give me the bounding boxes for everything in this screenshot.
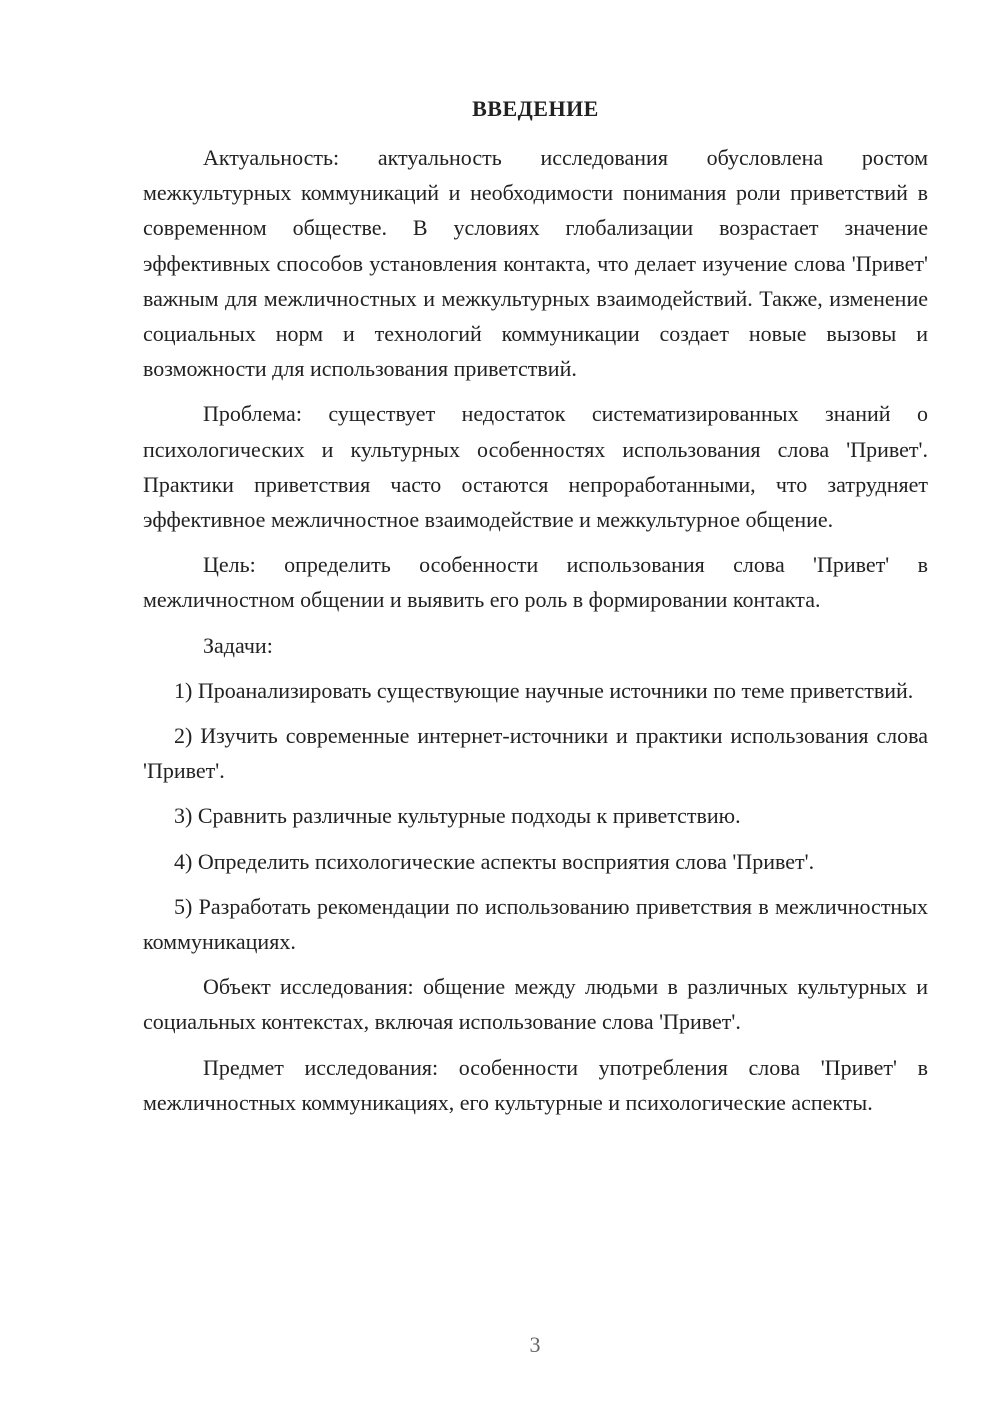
list-item: 1) Проанализировать существующие научные источники по теме приветствий. [174,677,914,703]
document-page [143,92,928,1130]
list-item: 2) Изучить современные интернет-источники и практики использования слова 'Привет'. [143,723,928,784]
paragraph-subject: Предмет исследования: особенности употребления слова 'Привет' в межличностных коммуникациях, его культурные и психологические аспекты. [143,1054,928,1115]
list-item: 5) Разработать рекомендации по использованию приветствия в межличностных коммуникациях. [143,893,928,955]
paragraph-goal: Цель: определить особенности использования слова 'Привет' в межличностном общении и выявить его роль в формировании контакта. [143,552,928,613]
page-number: 3 [529,1332,541,1357]
list-item: 3) Сравнить различные культурные подходы к приветствию. [174,803,741,829]
paragraph-problem: Проблема: существует недостаток систематизированных знаний о психологических и культурных особенностях использования слова 'Привет'. Практики приветствия часто остаются непроработанными, что затрудняет эффективное межличностное взаимодействие и межкультурное общение. [143,401,928,533]
list-item: 4) Определить психологические аспекты восприятия слова 'Привет'. [174,848,815,874]
tasks-heading: Задачи: [203,632,273,658]
paragraph-relevance: Актуальность: актуальность исследования обусловлена ростом межкультурных коммуникаций и необходимости понимания роли приветствий в современном обществе. В условиях глобализации возрастает значение эффективных способов установления контакта, что делает изучение слова 'Привет' важным для межличностных и межкультурных взаимодействий. Также, изменение социальных норм и технологий коммуникации создает новые вызовы и возможности для использования приветствий. [143,145,928,382]
paragraph-object: Объект исследования: общение между людьми в различных культурных и социальных контекстах, включая использование слова 'Привет'. [143,974,928,1035]
page-title: ВВЕДЕНИЕ [472,96,599,121]
